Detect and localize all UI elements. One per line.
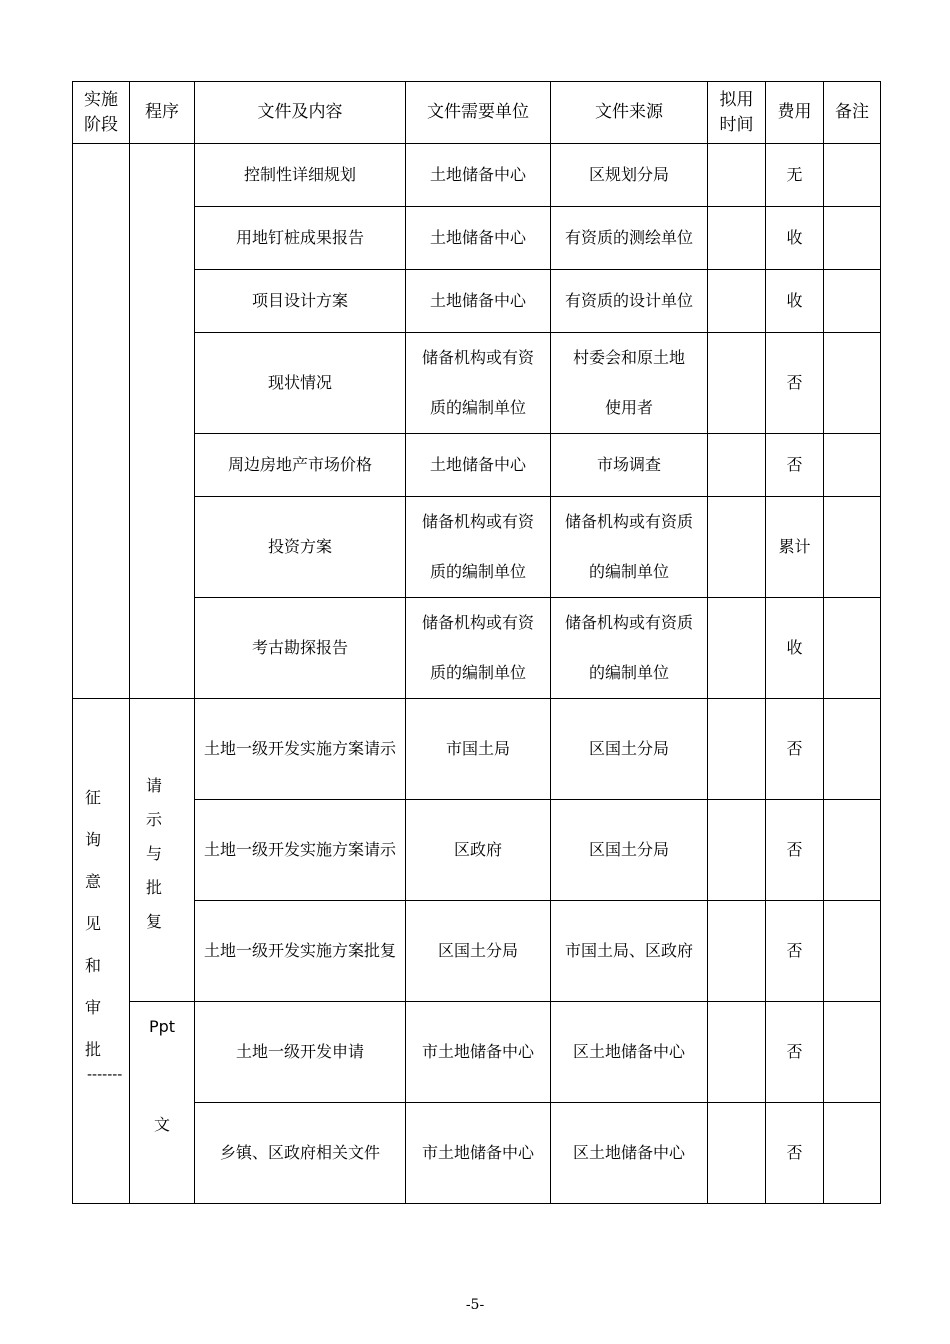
fee-cell: 否 [766, 1103, 824, 1204]
source-cell-line: 村委会和原土地 [572, 348, 685, 367]
content-cell: 考古勘探报告 [195, 598, 406, 699]
content-cell: 投资方案 [195, 497, 406, 598]
content-cell: 项目设计方案 [195, 270, 406, 333]
fee-cell: 收 [766, 598, 824, 699]
fee-cell: 收 [766, 270, 824, 333]
procedure-lower-char: 文 [153, 1115, 170, 1134]
content-cell: 土地一级开发实施方案请示 [195, 800, 406, 901]
source-cell [551, 497, 708, 598]
unit-cell-line: 储备机构或有资 [421, 348, 534, 367]
source-cell: 市国土局、区政府 [551, 901, 708, 1002]
table-row [73, 144, 881, 207]
table-row [73, 434, 881, 497]
stage-char: 询 [85, 830, 102, 849]
table-row [73, 270, 881, 333]
fee-cell: 收 [766, 207, 824, 270]
header-time: 拟用 时间 [708, 82, 766, 144]
time-cell [708, 333, 766, 434]
procedure-cell-lower [130, 1002, 195, 1204]
time-cell [708, 598, 766, 699]
source-cell [551, 598, 708, 699]
unit-cell-line: 储备机构或有资 [421, 512, 534, 531]
source-cell: 区规划分局 [551, 144, 708, 207]
unit-cell-line: 质的编制单位 [429, 562, 526, 581]
source-cell: 区国土分局 [551, 699, 708, 800]
stage-char: 批 [85, 1040, 102, 1059]
time-cell [708, 1103, 766, 1204]
stage-char: 审 [85, 998, 102, 1017]
source-cell: 有资质的测绘单位 [551, 207, 708, 270]
time-cell [708, 497, 766, 598]
fee-cell: 累计 [766, 497, 824, 598]
source-cell: 区国土分局 [551, 800, 708, 901]
header-source: 文件来源 [551, 82, 708, 144]
unit-cell-line: 质的编制单位 [429, 663, 526, 682]
stage-char: 意 [85, 872, 102, 891]
header-remark: 备注 [824, 82, 881, 144]
header-content: 文件及内容 [195, 82, 406, 144]
remark-cell [824, 1103, 881, 1204]
table-row [73, 699, 881, 800]
content-cell: 土地一级开发申请 [195, 1002, 406, 1103]
source-cell: 区土地储备中心 [551, 1103, 708, 1204]
remark-cell [824, 699, 881, 800]
source-cell-line: 储备机构或有资质 [564, 512, 693, 531]
remark-cell [824, 497, 881, 598]
unit-cell: 区国土分局 [406, 901, 551, 1002]
unit-cell [406, 598, 551, 699]
unit-cell [406, 333, 551, 434]
fee-cell: 否 [766, 434, 824, 497]
stage-cell [73, 699, 130, 1204]
source-cell: 区土地储备中心 [551, 1002, 708, 1103]
table-row [73, 1002, 881, 1103]
stage-char: 见 [85, 914, 102, 933]
procedure-lower-label: Ppt [148, 1017, 176, 1036]
stage-char: 和 [85, 956, 102, 975]
source-cell-line: 储备机构或有资质 [564, 613, 693, 632]
unit-cell: 区政府 [406, 800, 551, 901]
remark-cell [824, 434, 881, 497]
procedure-cell [130, 699, 195, 1002]
unit-cell-line: 质的编制单位 [429, 398, 526, 417]
unit-cell: 市土地储备中心 [406, 1103, 551, 1204]
fee-cell: 否 [766, 800, 824, 901]
fee-cell: 否 [766, 901, 824, 1002]
time-cell [708, 434, 766, 497]
unit-cell: 土地储备中心 [406, 434, 551, 497]
content-cell: 土地一级开发实施方案批复 [195, 901, 406, 1002]
remark-cell [824, 800, 881, 901]
table-row [73, 207, 881, 270]
content-cell: 控制性详细规划 [195, 144, 406, 207]
table-row [73, 497, 881, 598]
fee-cell: 否 [766, 333, 824, 434]
source-cell [551, 333, 708, 434]
remark-cell [824, 144, 881, 207]
source-cell: 有资质的设计单位 [551, 270, 708, 333]
stage-char: 征 [85, 788, 102, 807]
page-number: -5- [465, 1297, 485, 1313]
header-procedure: 程序 [130, 82, 195, 144]
procedure-char: 请 [146, 776, 163, 795]
remark-cell [824, 598, 881, 699]
procedure-char: 示 [146, 810, 163, 829]
time-cell [708, 699, 766, 800]
unit-cell: 市国土局 [406, 699, 551, 800]
procedure-char: 与 [146, 844, 163, 863]
remark-cell [824, 207, 881, 270]
time-cell [708, 901, 766, 1002]
unit-cell [406, 497, 551, 598]
remark-cell [824, 901, 881, 1002]
time-cell [708, 800, 766, 901]
unit-cell-line: 储备机构或有资 [421, 613, 534, 632]
remark-cell [824, 1002, 881, 1103]
stage-cell-empty [73, 144, 130, 699]
header-stage: 实施 阶段 [73, 82, 130, 144]
time-cell [708, 144, 766, 207]
table-row [73, 333, 881, 434]
fee-cell: 否 [766, 1002, 824, 1103]
header-row [73, 82, 881, 144]
unit-cell: 土地储备中心 [406, 144, 551, 207]
unit-cell: 土地储备中心 [406, 207, 551, 270]
time-cell [708, 207, 766, 270]
content-cell: 周边房地产市场价格 [195, 434, 406, 497]
header-fee: 费用 [766, 82, 824, 144]
unit-cell: 土地储备中心 [406, 270, 551, 333]
content-cell: 现状情况 [195, 333, 406, 434]
content-cell: 用地钉桩成果报告 [195, 207, 406, 270]
procedure-cell-empty [130, 144, 195, 699]
time-cell [708, 1002, 766, 1103]
time-cell [708, 270, 766, 333]
source-cell-line: 使用者 [604, 398, 653, 417]
source-cell-line: 的编制单位 [588, 562, 669, 581]
procedure-char: 批 [146, 878, 163, 897]
remark-cell [824, 270, 881, 333]
header-unit: 文件需要单位 [406, 82, 551, 144]
content-cell: 土地一级开发实施方案请示 [195, 699, 406, 800]
source-cell-line: 的编制单位 [588, 663, 669, 682]
stage-dash-line: ------- [87, 1067, 123, 1083]
unit-cell: 市土地储备中心 [406, 1002, 551, 1103]
source-cell: 市场调查 [551, 434, 708, 497]
table-row [73, 598, 881, 699]
content-cell: 乡镇、区政府相关文件 [195, 1103, 406, 1204]
procedure-char: 复 [146, 912, 163, 931]
approval-documents-table [72, 81, 881, 1204]
fee-cell: 无 [766, 144, 824, 207]
fee-cell: 否 [766, 699, 824, 800]
remark-cell [824, 333, 881, 434]
